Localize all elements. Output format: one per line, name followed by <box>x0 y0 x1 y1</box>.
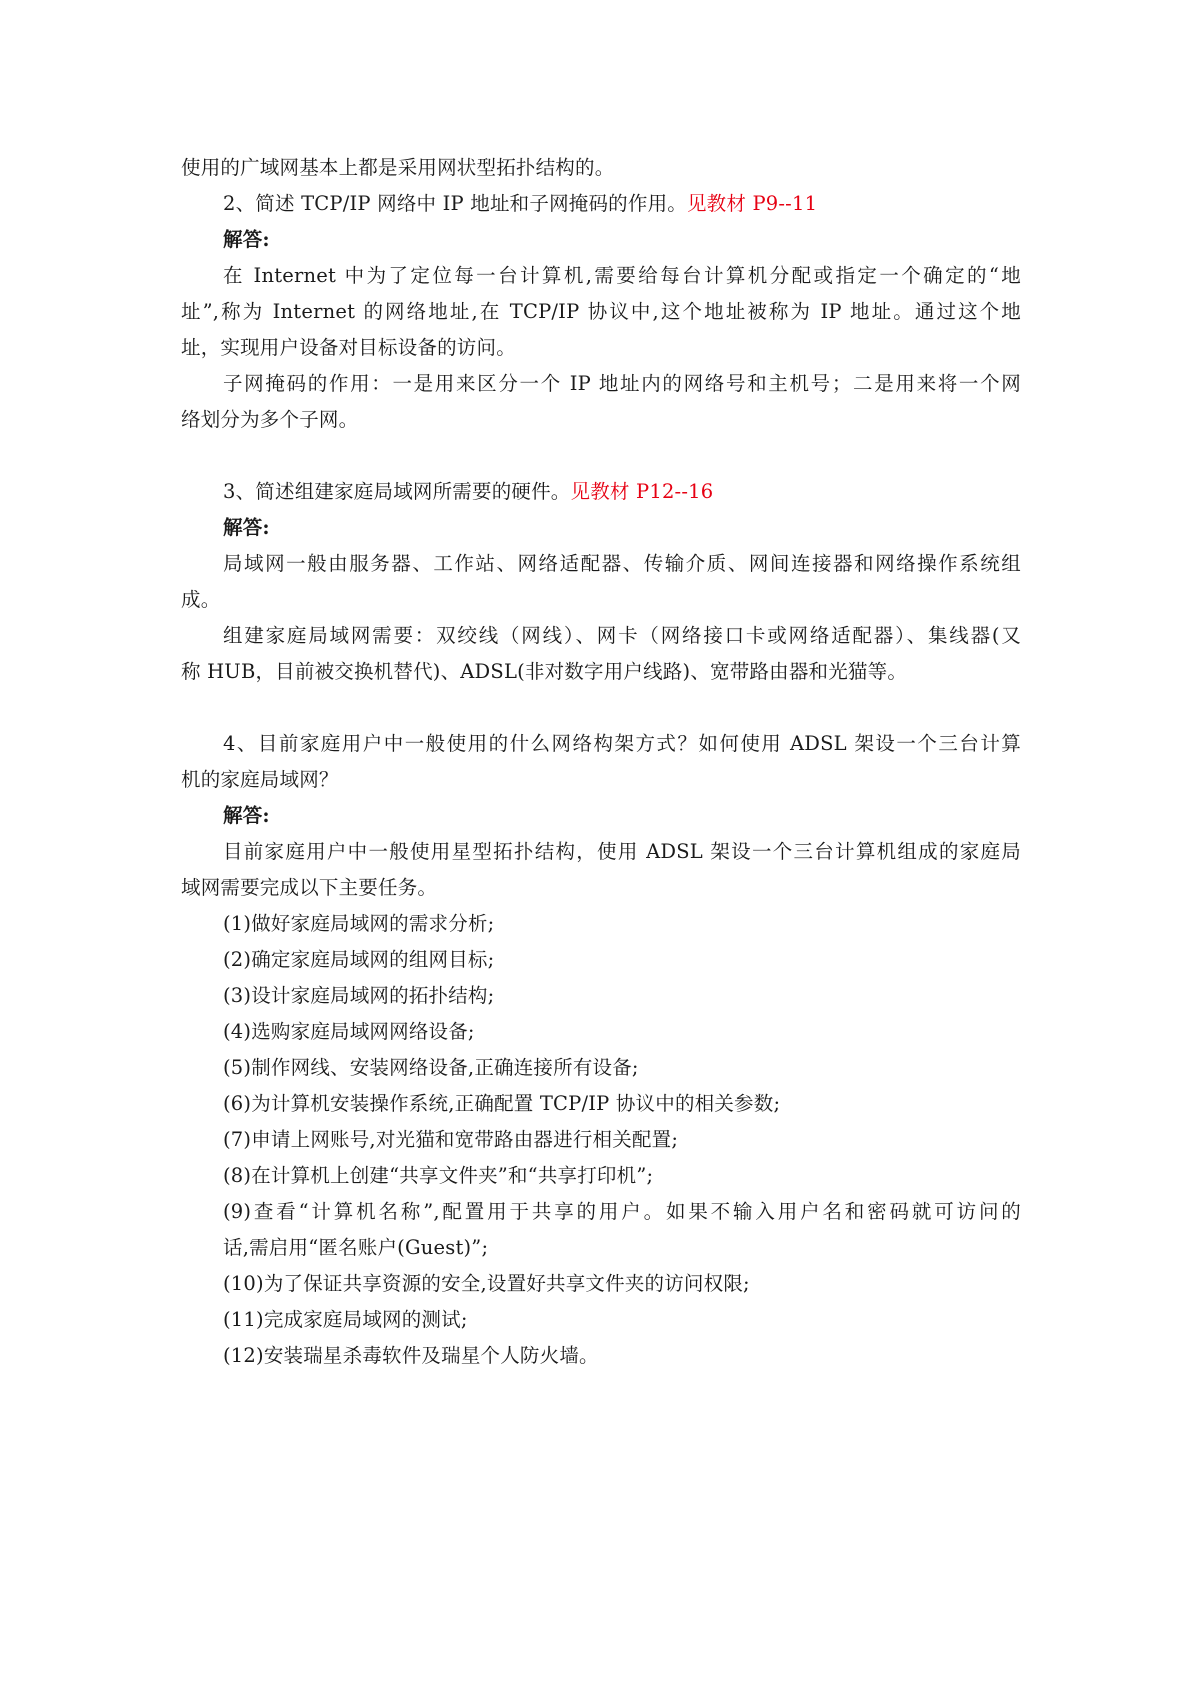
paragraph-line: 子网掩码的作用：一是用来区分一个 IP 地址内的网络号和主机号；二是用来将一个网 <box>223 372 1021 395</box>
list-item: (5)制作网线、安装网络设备,正确连接所有设备; <box>223 1056 639 1079</box>
question-2 <box>181 186 1021 222</box>
list-item: (11)完成家庭局域网的测试; <box>223 1308 468 1331</box>
paragraph-line: 址，实现用户设备对目标设备的访问。 <box>181 336 516 359</box>
list-item-continuation: 话,需启用“匿名账户(Guest)”; <box>223 1236 489 1259</box>
blank-line <box>181 438 1021 474</box>
paragraph-line: 机的家庭局域网？ <box>181 768 339 791</box>
list-item: (3)设计家庭局域网的拓扑结构; <box>223 984 495 1007</box>
paragraph-line: 局域网一般由服务器、工作站、网络适配器、传输介质、网间连接器和网络操作系统组 <box>223 552 1021 575</box>
list-item: (2)确定家庭局域网的组网目标; <box>223 948 495 971</box>
question-text: 2、简述 TCP/IP 网络中 IP 地址和子网掩码的作用。 <box>223 192 687 215</box>
question-3 <box>181 474 1021 510</box>
paragraph-line: 组建家庭局域网需要：双绞线（网线）、网卡（网络接口卡或网络适配器）、集线器(又 <box>223 624 1021 647</box>
paragraph-line: 称 HUB，目前被交换机替代)、ADSL(非对数字用户线路)、宽带路由器和光猫等。 <box>181 660 908 683</box>
list-item: (10)为了保证共享资源的安全,设置好共享文件夹的访问权限; <box>223 1272 750 1295</box>
paragraph-line: 成。 <box>181 588 221 611</box>
paragraph-line: 址”,称为 Internet 的网络地址,在 TCP/IP 协议中,这个地址被称为 IP 地址。通过这个地 <box>181 300 1021 323</box>
textbook-reference: 见教材 P9--11 <box>686 192 818 215</box>
list-item: (9)查看“计算机名称”,配置用于共享的用户。如果不输入用户名和密码就可访问的 <box>223 1200 1021 1223</box>
textbook-reference: 见教材 P12--16 <box>570 480 714 503</box>
paragraph-line: 络划分为多个子网。 <box>181 408 359 431</box>
list-item: (7)申请上网账号,对光猫和宽带路由器进行相关配置; <box>223 1128 679 1151</box>
paragraph-line: 使用的广域网基本上都是采用网状型拓扑结构的。 <box>181 156 615 179</box>
paragraph-line: 目前家庭用户中一般使用星型拓扑结构，使用 ADSL 架设一个三台计算机组成的家庭局 <box>223 840 1021 863</box>
list-item: (1)做好家庭局域网的需求分析; <box>223 912 495 935</box>
list-item: (12)安装瑞星杀毒软件及瑞星个人防火墙。 <box>223 1344 599 1367</box>
list-item: (6)为计算机安装操作系统,正确配置 TCP/IP 协议中的相关参数; <box>223 1092 781 1115</box>
list-item: (8)在计算机上创建“共享文件夹”和“共享打印机”; <box>223 1164 654 1187</box>
question-4: 4、目前家庭用户中一般使用的什么网络构架方式？如何使用 ADSL 架设一个三台计算 <box>223 732 1021 755</box>
paragraph-line: 域网需要完成以下主要任务。 <box>181 876 438 899</box>
document-page <box>181 150 1021 1374</box>
question-text: 3、简述组建家庭局域网所需要的硬件。 <box>223 480 571 503</box>
blank-line <box>181 690 1021 726</box>
answer-label: 解答: <box>223 228 270 251</box>
answer-label: 解答: <box>223 804 270 827</box>
list-item: (4)选购家庭局域网网络设备; <box>223 1020 475 1043</box>
paragraph-line: 在 Internet 中为了定位每一台计算机,需要给每台计算机分配或指定一个确定的“地 <box>223 264 1021 287</box>
answer-label: 解答: <box>223 516 270 539</box>
